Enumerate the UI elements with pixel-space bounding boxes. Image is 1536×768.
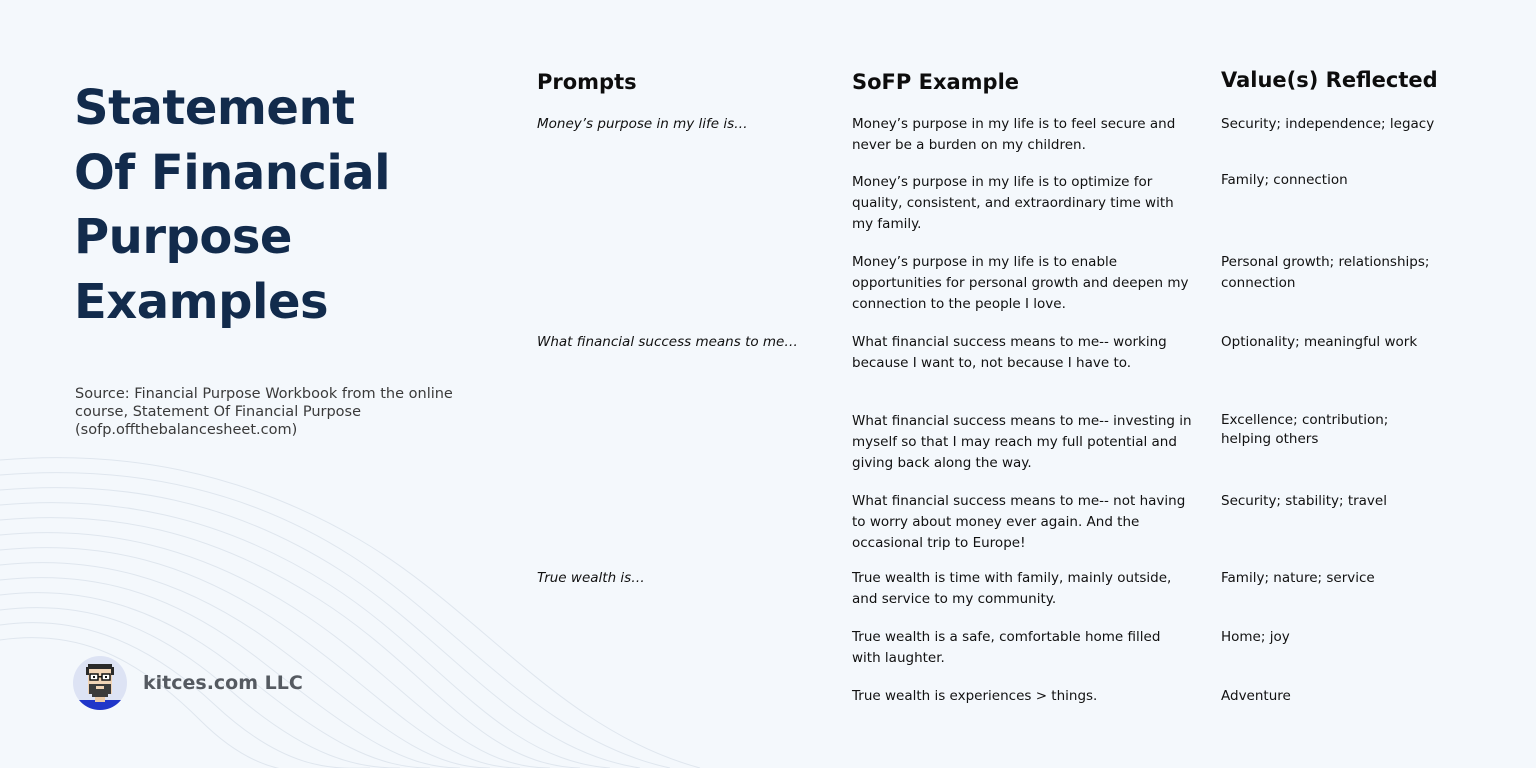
example-item: What financial success means to me-- investing in myself so that I may reach my full potential and giving back along the way. <box>852 413 1192 471</box>
prompt-item: Money’s purpose in my life is… <box>537 116 748 132</box>
example-item: True wealth is time with family, mainly outside, and service to my community. <box>852 570 1172 607</box>
example-item: What financial success means to me-- not having to worry about money ever again. And the occasional trip to Europe! <box>852 493 1186 551</box>
example-item: Money’s purpose in my life is to enable opportunities for personal growth and deepen my connection to the people I love. <box>852 254 1189 312</box>
value-item: Family; nature; service <box>1221 570 1375 586</box>
avatar-icon <box>73 656 127 710</box>
column-header-values: Value(s) Reflected <box>1221 68 1438 92</box>
column-header-example: SoFP Example <box>852 70 1020 94</box>
value-item: Optionality; meaningful work <box>1221 334 1418 350</box>
value-item: Adventure <box>1221 688 1291 704</box>
footer-branding <box>73 656 303 710</box>
title-line-3: Purpose <box>74 209 292 265</box>
background-wave-lines <box>0 430 720 768</box>
title-line-4: Examples <box>74 273 329 330</box>
example-item: Money’s purpose in my life is to feel secure and never be a burden on my children. <box>852 116 1176 153</box>
example-item: What financial success means to me-- working because I want to, not because I have to. <box>852 334 1167 371</box>
title-line-1: Statement <box>74 80 355 136</box>
value-item: Home; joy <box>1221 629 1290 645</box>
value-item: Security; independence; legacy <box>1221 116 1435 132</box>
value-item: Security; stability; travel <box>1221 493 1387 509</box>
value-item: Excellence; contribution; helping others <box>1221 412 1389 447</box>
value-item: Personal growth; relationships; connection <box>1221 254 1430 291</box>
prompt-item: True wealth is… <box>537 570 645 586</box>
page-title <box>74 76 474 334</box>
example-item: Money’s purpose in my life is to optimize for quality, consistent, and extraordinary time with my family. <box>852 174 1174 232</box>
value-item: Family; connection <box>1221 172 1348 188</box>
company-name: kitces.com LLC <box>143 672 303 694</box>
example-item: True wealth is a safe, comfortable home filled with laughter. <box>852 629 1161 666</box>
source-note: Source: Financial Purpose Workbook from the online course, Statement Of Financial Purpose (sofp.offthebalancesheet.com) <box>75 386 453 438</box>
column-header-prompts: Prompts <box>537 70 637 94</box>
prompt-item: What financial success means to me… <box>537 334 798 350</box>
title-line-2: Of Financial <box>74 144 391 201</box>
example-item: True wealth is experiences > things. <box>852 688 1098 704</box>
